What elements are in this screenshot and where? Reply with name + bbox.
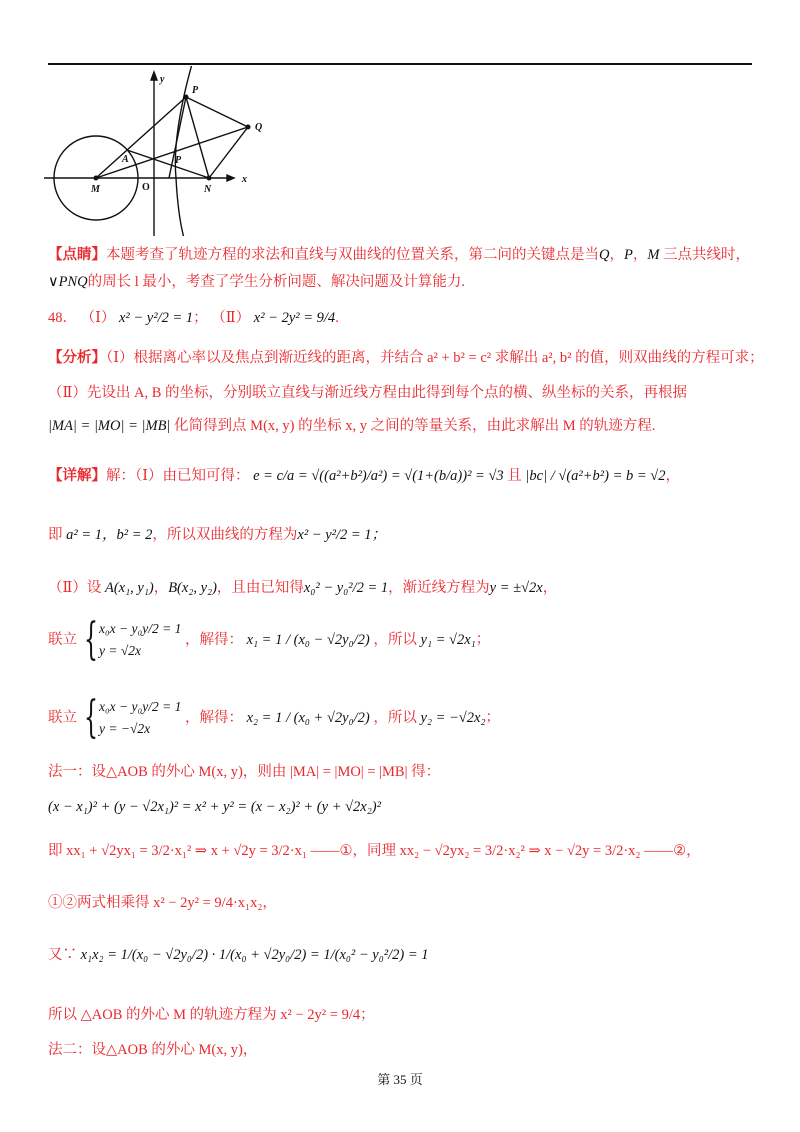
x2-solution: x₂ = 1 / (x₀ + √2y₀/2) bbox=[246, 710, 370, 726]
system-label: 联立 bbox=[48, 710, 77, 726]
separator: ； bbox=[193, 310, 208, 326]
system-row-1: x₀x − y₀y/2 = 1 bbox=[99, 621, 182, 636]
analysis-text-3: 化简得到点 M(x, y) 的坐标 x, y 之间的等量关系，由此求解出 M 的轨迹方程. bbox=[174, 418, 656, 434]
part1-label: （Ⅰ） bbox=[80, 310, 116, 326]
x1-solution: x₁ = 1 / (x₀ − √2y₀/2) bbox=[246, 632, 370, 648]
part1-equation: x² − y²/2 = 1 bbox=[118, 310, 194, 326]
asymptote-text: ，渐近线方程为 bbox=[388, 580, 490, 596]
system-row-2: y = −√2x bbox=[99, 721, 151, 736]
note-tag: 【点睛】 bbox=[48, 247, 106, 263]
system-rows bbox=[99, 696, 181, 740]
distance-expansion bbox=[48, 797, 381, 817]
asymptote-equation: y = ±√2x bbox=[489, 580, 543, 596]
point-M: M bbox=[647, 247, 660, 263]
system-row-1: x₀x − y₀y/2 = 1 bbox=[99, 699, 182, 714]
answer-48 bbox=[48, 308, 339, 328]
note-line-2 bbox=[48, 272, 465, 292]
page-number: 第 35 页 bbox=[377, 1072, 423, 1087]
question-number: 48． bbox=[48, 310, 77, 326]
system-2: 联立 { x₀x − y₀y/2 = 1 y = −√2x ，解得： x₂ = 1 / (x₀ + √2y₀/2) ，所以 y₂ = −√2x₂； bbox=[48, 692, 500, 743]
axis-label-x: x bbox=[242, 174, 247, 185]
header-rule bbox=[48, 63, 752, 65]
note-line-1: 【点睛】本题考查了轨迹方程的求法和直线与双曲线的位置关系，第二问的关键点是当Q，P，M 三点共线时， bbox=[48, 247, 751, 263]
brace-icon: { bbox=[84, 692, 98, 743]
analysis-text-2: （Ⅱ）先设出 A, B 的坐标，分别联立直线与渐近线方程由此得到每个点的横、纵坐标的关系，再根据 bbox=[48, 385, 687, 401]
so-label: ，所以 bbox=[373, 632, 417, 648]
multiply-line bbox=[48, 893, 277, 913]
origin-label: O bbox=[142, 182, 150, 193]
ab-values: a² = 1，b² = 2 bbox=[66, 527, 153, 543]
period: . bbox=[335, 310, 339, 326]
axis-label-y: y bbox=[160, 74, 165, 85]
detail-tag: 【详解】 bbox=[48, 468, 106, 484]
distance-expansion-equation: (x − x₁)² + (y − √2x₁)² = x² + y² = (x − x₂)² + (y + √2x₂)² bbox=[48, 799, 381, 815]
comma: ， bbox=[665, 468, 680, 484]
point-Q: Q bbox=[599, 247, 610, 263]
method-2-text: 法二：设△AOB 的外心 M(x, y)， bbox=[48, 1042, 258, 1058]
multiply-text: ①②两式相乘得 x² − 2y² = 9/4·x₁x₂， bbox=[48, 895, 277, 911]
so-label: ，所以 bbox=[373, 710, 417, 726]
part2-intro: （Ⅱ）设 bbox=[48, 580, 102, 596]
method-2-line bbox=[48, 1040, 257, 1060]
analysis-text-1: （Ⅰ）根据离心率以及焦点到渐近线的距离，并结合 a² + b² = c² 求解出 a², b² 的值，则双曲线的方程可求； bbox=[106, 350, 764, 366]
method-1-line bbox=[48, 762, 440, 782]
so-text: ，所以双曲线的方程为 bbox=[152, 527, 298, 543]
so-prefix: 即 bbox=[48, 527, 63, 543]
point-label-Q: Q bbox=[255, 122, 263, 133]
detail-line-2 bbox=[48, 525, 386, 545]
point-label-P-mid: P bbox=[175, 155, 182, 166]
point-B: B(x₂, y₂) bbox=[168, 580, 217, 596]
distance-equality: |MA| = |MO| = |MB| bbox=[48, 418, 171, 434]
y2-solution: y₂ = −√2x₂ bbox=[420, 710, 486, 726]
eccentricity-equation: e = c/a = √((a²+b²)/a²) = √(1+(b/a))² = √3 bbox=[253, 468, 504, 484]
point-label-P-top: P bbox=[192, 85, 199, 96]
detail-line-1 bbox=[48, 466, 680, 486]
point-label-M: M bbox=[91, 184, 100, 195]
analysis-tag: 【分析】 bbox=[48, 350, 106, 366]
method-1-text: 法一：设△AOB 的外心 M(x, y)，则由 |MA| = |MO| = |MB| 得： bbox=[48, 764, 441, 780]
system-label: 联立 bbox=[48, 632, 77, 648]
derivation-line bbox=[48, 841, 701, 861]
conclusion-line bbox=[48, 1005, 375, 1025]
solve-label: ，解得： bbox=[184, 710, 243, 726]
note-text-1: 本题考查了轨迹方程的求法和直线与双曲线的位置关系，第二问的关键点是当 bbox=[106, 247, 599, 263]
part2-label: （Ⅱ） bbox=[211, 310, 251, 326]
derivation-text: 即 xx₁ + √2yx₁ = 3/2·x₁² ⇒ x + √2y = 3/2·x₁ ——①，同理 xx₂ − √2yx₂ = 3/2·x₂² ⇒ x − √2y = 3/2·x₂ ——②， bbox=[48, 843, 701, 859]
known-equation: x₀² − y₀²/2 = 1 bbox=[303, 580, 389, 596]
system-rows bbox=[99, 618, 181, 662]
x1x2-equation: x₁x₂ = 1/(x₀ − √2y₀/2) · 1/(x₀ + √2y₀/2) = 1/(x₀² − y₀²/2) = 1 bbox=[80, 947, 429, 963]
point-label-A: A bbox=[122, 154, 129, 165]
and-word: 且 bbox=[507, 468, 522, 484]
brace-icon: { bbox=[84, 614, 98, 665]
detail-intro: 解：（Ⅰ）由已知可得： bbox=[106, 468, 250, 484]
point-P: P bbox=[623, 247, 633, 263]
point-A: A(x₁, y₁) bbox=[104, 580, 154, 596]
note-text-2: 的周长 l 最小，考查了学生分析问题、解决问题及计算能力. bbox=[87, 274, 466, 290]
analysis-line-2 bbox=[48, 383, 687, 403]
analysis-line-3 bbox=[48, 416, 655, 436]
x1x2-line bbox=[48, 945, 429, 965]
known-text: ，且由已知得 bbox=[216, 580, 304, 596]
hyperbola-equation: x² − y²/2 = 1； bbox=[297, 527, 387, 543]
point-label-N: N bbox=[204, 184, 212, 195]
system-row-2: y = √2x bbox=[99, 643, 142, 658]
geometry-figure bbox=[44, 66, 274, 236]
conclusion-text: 所以 △AOB 的外心 M 的轨迹方程为 x² − 2y² = 9/4； bbox=[48, 1007, 375, 1023]
because-text: 又∵ bbox=[48, 947, 77, 963]
y1-solution: y₁ = √2x₁ bbox=[420, 632, 476, 648]
distance-equation: |bc| / √(a²+b²) = b = √2 bbox=[525, 468, 666, 484]
note-text-1-end: 三点共线时， bbox=[663, 247, 751, 263]
part2-equation: x² − 2y² = 9/4 bbox=[253, 310, 336, 326]
analysis-line-1 bbox=[48, 348, 764, 368]
solve-label: ，解得： bbox=[184, 632, 243, 648]
detail-line-3: （Ⅱ）设 A(x₁, y₁)，B(x₂, y₂)，且由已知得x₀² − y₀²/2 = 1，渐近线方程为y = ±√2x， bbox=[48, 580, 558, 596]
system-1: 联立 { x₀x − y₀y/2 = 1 y = √2x ，解得： x₁ = 1 / (x₀ − √2y₀/2) ，所以 y₁ = √2x₁； bbox=[48, 614, 491, 665]
triangle-PNQ: ∨PNQ bbox=[48, 274, 88, 290]
